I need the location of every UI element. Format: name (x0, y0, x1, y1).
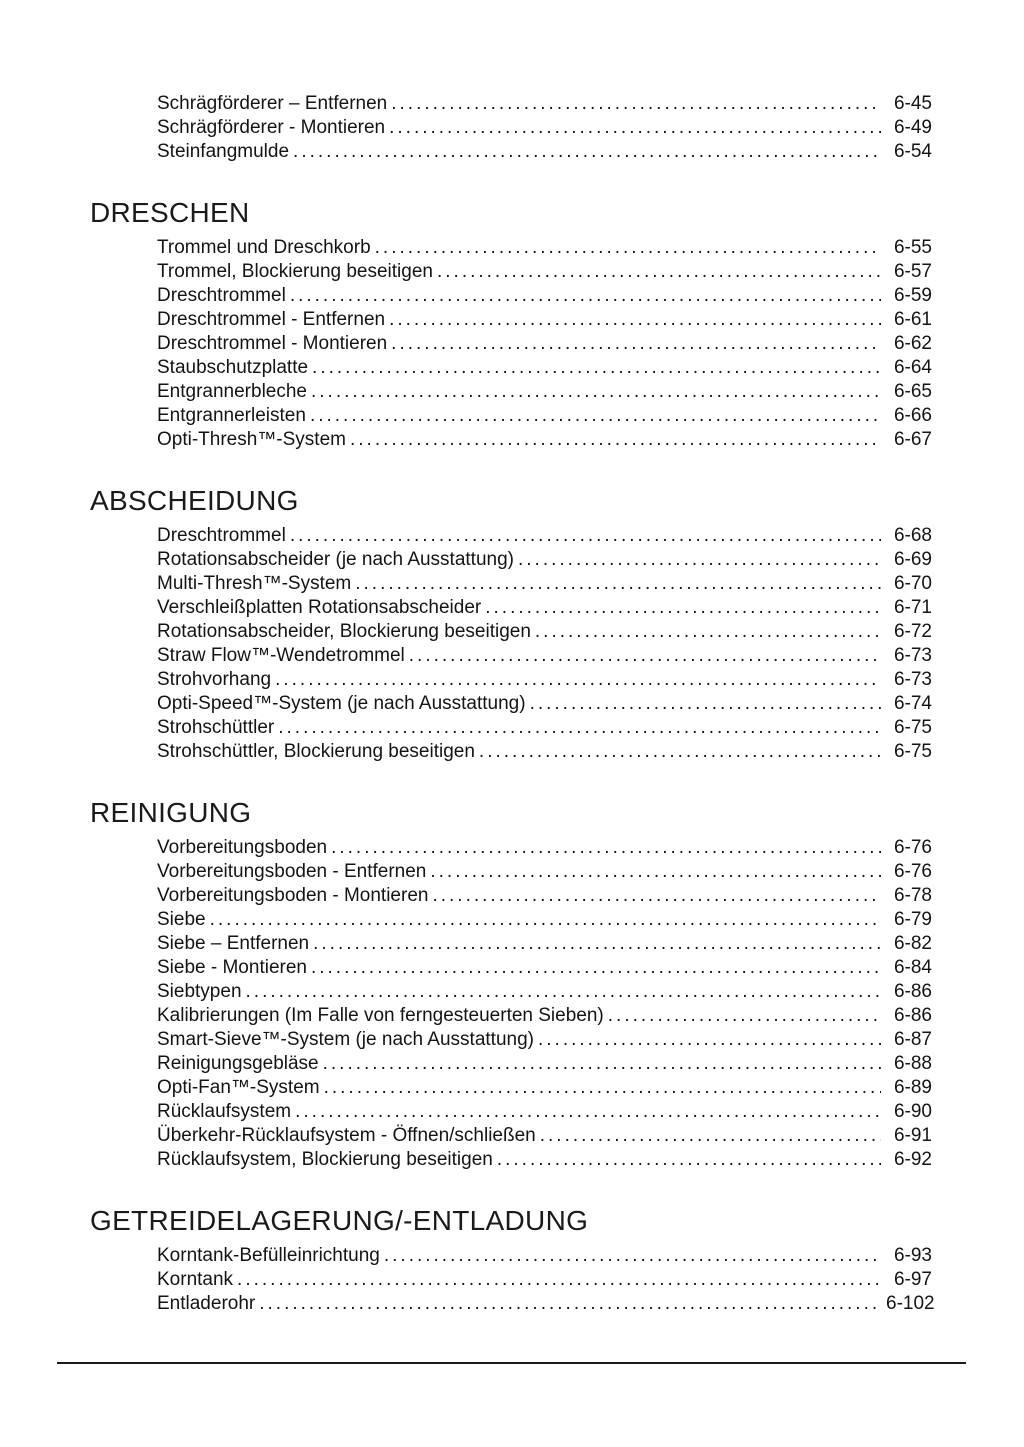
entry-list (157, 236, 932, 452)
entry-page-number: 6-68 (893, 525, 932, 546)
dot-leader (485, 596, 881, 620)
dot-leader (350, 428, 881, 452)
section-heading: DRESCHEN (90, 197, 250, 228)
dot-leader (312, 356, 881, 380)
entry-title: Opti-Fan™-System (157, 1077, 320, 1098)
toc-entry (157, 332, 932, 356)
entry-page-number: 6-90 (893, 1101, 932, 1122)
entry-page-number: 6-64 (893, 357, 932, 378)
entry-page-number: 6-54 (893, 141, 932, 162)
entry-title: Entladerohr (157, 1293, 256, 1314)
entry-page-number: 6-76 (893, 837, 932, 858)
dot-leader (538, 1028, 881, 1052)
toc-section (90, 484, 932, 764)
entry-title: Siebe - Montieren (157, 957, 307, 978)
toc-entry (157, 620, 932, 644)
entry-page-number: 6-57 (893, 261, 932, 282)
entry-title: Strohschüttler (157, 717, 275, 738)
entry-page-number: 6-93 (893, 1245, 932, 1266)
toc-entry (157, 236, 932, 260)
entry-title: Multi-Thresh™-System (157, 573, 352, 594)
entry-title: Rücklaufsystem, Blockierung beseitigen (157, 1149, 493, 1170)
toc-entry (157, 596, 932, 620)
dot-leader (323, 1052, 881, 1076)
toc-entry (157, 1004, 932, 1028)
entry-title: Strohschüttler, Blockierung beseitigen (157, 741, 475, 762)
dot-leader (479, 740, 881, 764)
dot-leader (210, 908, 881, 932)
dot-leader (608, 1004, 881, 1028)
entry-page-number: 6-88 (893, 1053, 932, 1074)
dot-leader (518, 548, 881, 572)
dot-leader (237, 1268, 881, 1292)
toc-entry (157, 692, 932, 716)
entry-page-number: 6-79 (893, 909, 932, 930)
entry-title: Vorbereitungsboden - Entfernen (157, 861, 427, 882)
entry-title: Schrägförderer – Entfernen (157, 93, 388, 114)
toc-entry (157, 932, 932, 956)
toc-entry (157, 836, 932, 860)
section-heading: REINIGUNG (90, 797, 252, 828)
entry-page-number: 6-86 (893, 1005, 932, 1026)
dot-leader (430, 860, 881, 884)
dot-leader (355, 572, 881, 596)
dot-leader (535, 620, 881, 644)
dot-leader (437, 260, 881, 284)
entry-title: Kalibrierungen (Im Falle von ferngesteuerten Sieben) (157, 1005, 604, 1026)
dot-leader (310, 404, 881, 428)
dot-leader (311, 380, 881, 404)
toc-entry (157, 1124, 932, 1148)
section-heading: ABSCHEIDUNG (90, 485, 299, 516)
entry-page-number: 6-65 (893, 381, 932, 402)
toc-entry (157, 140, 932, 164)
entry-title: Rotationsabscheider, Blockierung beseitigen (157, 621, 531, 642)
entry-title: Trommel und Dreschkorb (157, 237, 371, 258)
toc-entry (157, 1028, 932, 1052)
dot-leader (432, 884, 881, 908)
entry-page-number: 6-69 (893, 549, 932, 570)
dot-leader (391, 92, 881, 116)
entry-page-number: 6-73 (893, 645, 932, 666)
dot-leader (391, 332, 881, 356)
toc-entry (157, 644, 932, 668)
toc-entry (157, 980, 932, 1004)
entry-page-number: 6-84 (893, 957, 932, 978)
entry-page-number: 6-89 (893, 1077, 932, 1098)
entry-page-number: 6-75 (893, 717, 932, 738)
toc-entry (157, 428, 932, 452)
dot-leader (375, 236, 881, 260)
entry-page-number: 6-45 (893, 93, 932, 114)
dot-leader (540, 1124, 881, 1148)
entry-page-number: 6-49 (893, 117, 932, 138)
entry-title: Vorbereitungsboden (157, 837, 328, 858)
toc-entry (157, 308, 932, 332)
entry-page-number: 6-102 (886, 1293, 935, 1314)
entry-title: Dreschtrommel - Montieren (157, 333, 388, 354)
entry-title: Korntank (157, 1269, 234, 1290)
entry-page-number: 6-62 (893, 333, 932, 354)
dot-leader (389, 308, 881, 332)
entry-title: Trommel, Blockierung beseitigen (157, 261, 433, 282)
entry-page-number: 6-97 (893, 1269, 932, 1290)
toc-entry (157, 956, 932, 980)
dot-leader (409, 644, 881, 668)
dot-leader (331, 836, 881, 860)
entry-page-number: 6-59 (893, 285, 932, 306)
entry-title: Dreschtrommel (157, 525, 286, 546)
entry-page-number: 6-67 (893, 429, 932, 450)
entry-title: Korntank-Befülleinrichtung (157, 1245, 380, 1266)
toc-section (90, 92, 932, 164)
entry-page-number: 6-66 (893, 405, 932, 426)
toc-section (90, 1204, 935, 1316)
entry-title: Siebtypen (157, 981, 242, 1002)
toc-entry (157, 260, 932, 284)
entry-title: Dreschtrommel - Entfernen (157, 309, 386, 330)
toc-entry (157, 740, 932, 764)
toc-entry (157, 1100, 932, 1124)
toc-entry (157, 1244, 932, 1268)
toc-entry (157, 356, 932, 380)
toc-entry (157, 884, 932, 908)
entry-list (157, 92, 932, 164)
toc-entry (157, 908, 932, 932)
entry-list (157, 836, 932, 1172)
entry-title: Rotationsabscheider (je nach Ausstattung) (157, 549, 514, 570)
entry-page-number: 6-92 (893, 1149, 932, 1170)
entry-page-number: 6-75 (893, 741, 932, 762)
entry-page-number: 6-61 (893, 309, 932, 330)
entry-title: Schrägförderer - Montieren (157, 117, 386, 138)
dot-leader (290, 524, 881, 548)
dot-leader (275, 668, 881, 692)
entry-page-number: 6-76 (893, 861, 932, 882)
entry-page-number: 6-82 (893, 933, 932, 954)
dot-leader (324, 1076, 881, 1100)
dot-leader (295, 1100, 881, 1124)
entry-page-number: 6-72 (893, 621, 932, 642)
entry-page-number: 6-73 (893, 669, 932, 690)
entry-page-number: 6-70 (893, 573, 932, 594)
toc-entry (157, 380, 932, 404)
entry-title: Überkehr-Rücklaufsystem - Öffnen/schließen (157, 1125, 536, 1146)
entry-title: Opti-Thresh™-System (157, 429, 346, 450)
toc-entry (157, 1148, 932, 1172)
entry-list (157, 1244, 935, 1316)
toc-entry (157, 548, 932, 572)
entry-page-number: 6-87 (893, 1029, 932, 1050)
entry-title: Entgrannerbleche (157, 381, 307, 402)
dot-leader (530, 692, 881, 716)
entry-page-number: 6-91 (893, 1125, 932, 1146)
entry-title: Entgrannerleisten (157, 405, 306, 426)
dot-leader (246, 980, 881, 1004)
dot-leader (384, 1244, 881, 1268)
entry-title: Siebe (157, 909, 206, 930)
entry-title: Siebe – Entfernen (157, 933, 310, 954)
toc-entry (157, 116, 932, 140)
dot-leader (259, 1292, 881, 1316)
entry-title: Verschleißplatten Rotationsabscheider (157, 597, 482, 618)
toc-entry (157, 1292, 935, 1316)
toc-entry (157, 1076, 932, 1100)
entry-title: Smart-Sieve™-System (je nach Ausstattung) (157, 1029, 534, 1050)
toc-entry (157, 92, 932, 116)
toc-entry (157, 668, 932, 692)
toc-entry (157, 716, 932, 740)
dot-leader (311, 956, 881, 980)
toc-entry (157, 860, 932, 884)
entry-title: Strohvorhang (157, 669, 272, 690)
dot-leader (497, 1148, 881, 1172)
toc-entry (157, 1052, 932, 1076)
entry-list (157, 524, 932, 764)
entry-page-number: 6-55 (893, 237, 932, 258)
section-heading: GETREIDELAGERUNG/-ENTLADUNG (90, 1205, 589, 1236)
entry-page-number: 6-71 (893, 597, 932, 618)
entry-page-number: 6-86 (893, 981, 932, 1002)
toc-entry (157, 404, 932, 428)
toc-entry (157, 572, 932, 596)
toc-section (90, 796, 932, 1172)
entry-page-number: 6-78 (893, 885, 932, 906)
dot-leader (313, 932, 881, 956)
dot-leader (293, 140, 881, 164)
entry-title: Steinfangmulde (157, 141, 290, 162)
entry-title: Opti-Speed™-System (je nach Ausstattung) (157, 693, 526, 714)
entry-title: Staubschutzplatte (157, 357, 309, 378)
footer-rule (57, 1362, 966, 1364)
dot-leader (389, 116, 881, 140)
entry-title: Straw Flow™-Wendetrommel (157, 645, 405, 666)
entry-title: Dreschtrommel (157, 285, 286, 306)
entry-page-number: 6-74 (893, 693, 932, 714)
toc-entry (157, 284, 932, 308)
entry-title: Rücklaufsystem (157, 1101, 292, 1122)
entry-title: Reinigungsgebläse (157, 1053, 319, 1074)
toc-section (90, 196, 932, 452)
entry-title: Vorbereitungsboden - Montieren (157, 885, 429, 906)
toc-entry (157, 524, 932, 548)
dot-leader (290, 284, 881, 308)
table-of-contents (90, 92, 935, 1316)
dot-leader (278, 716, 881, 740)
toc-entry (157, 1268, 932, 1292)
